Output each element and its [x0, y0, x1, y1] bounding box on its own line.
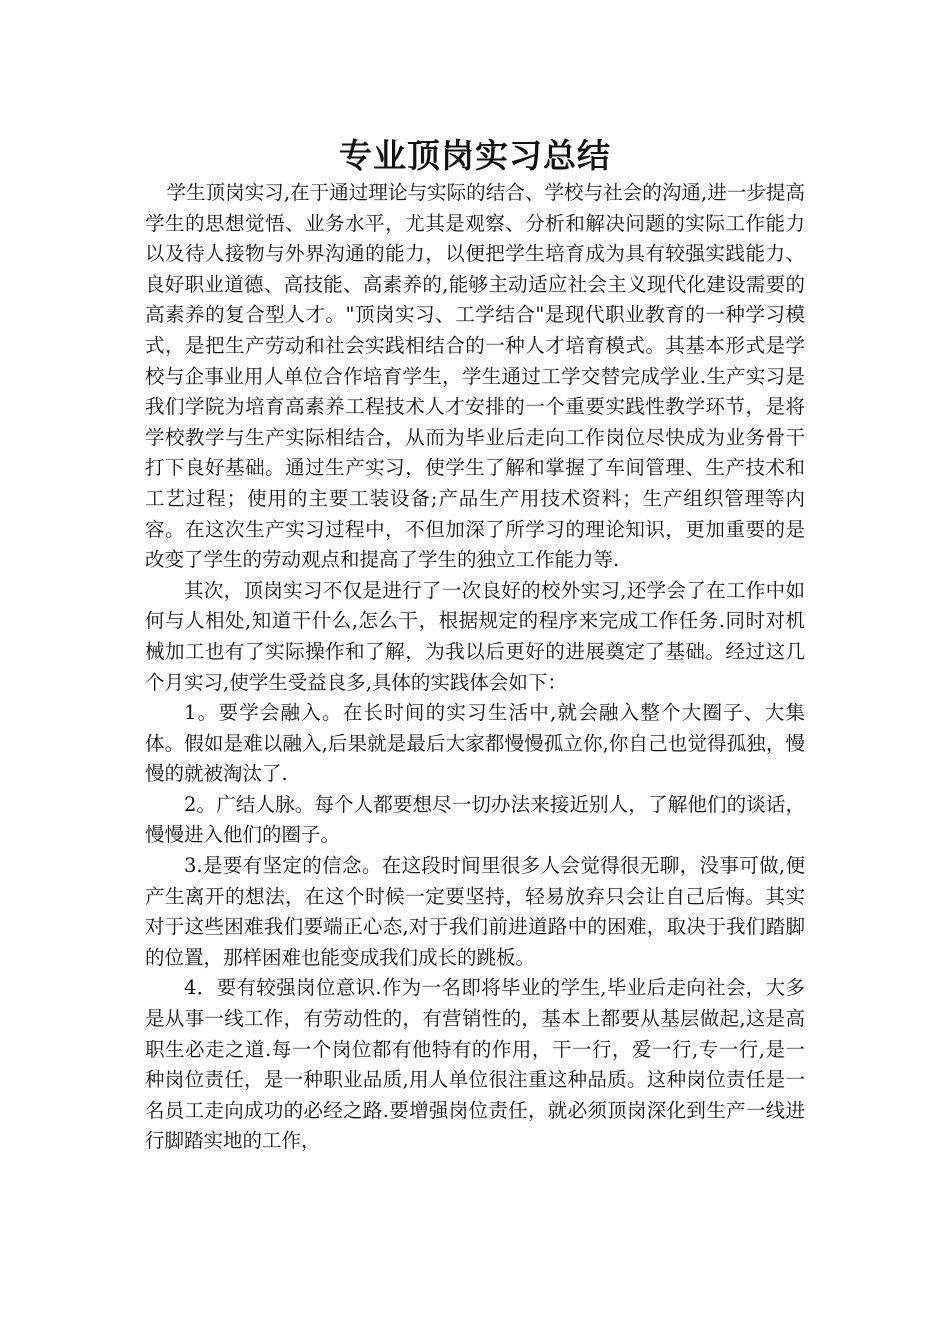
document-title: 专业顶岗实习总结 [339, 136, 611, 175]
paragraph-point-4: 4．要有较强岗位意识.作为一名即将毕业的学生,毕业后走向社会，大多是从事一线工作，有劳动性的，有营销性的，基本上都要从基层做起,这是高职生必走之道.每一个岗位都有他特有的作用，干一行，爱一行,专一行,是一种岗位责任，是一种职业品质,用人单位很注重这种品质。这种岗位责任是一名员工走向成功的必经之路.要增强岗位责任，就必须顶岗深化到生产一线进行脚踏实地的工作， [145, 976, 805, 1153]
document-body [145, 178, 805, 1157]
paragraph-point-2: 2。广结人脉。每个人都要想尽一切办法来接近别人，了解他们的谈话，慢慢进入他们的圈子。 [145, 792, 805, 847]
paragraph-intro: 学生顶岗实习,在于通过理论与实际的结合、学校与社会的沟通,进一步提高学生的思想觉悟、业务水平，尤其是观察、分析和解决问题的实际工作能力以及待人接物与外界沟通的能力，以便把学生培育成为具有较强实践能力、良好职业道德、高技能、高素养的,能够主动适应社会主义现代化建设需要的高素养的复合型人才。"顶岗实习、工学结合"是现代职业教育的一种学习模式，是把生产劳动和社会实践相结合的一种人才培育模式。其基本形式是学校与企事业用人单位合作培育学生，学生通过工学交替完成学业.生产实习是我们学院为培育高素养工程技术人才安排的一个重要实践性教学环节，是将学校教学与生产实际相结合，从而为毕业后走向工作岗位尽快成为业务骨干打下良好基础。通过生产实习，使学生了解和掌握了车间管理、生产技术和工艺过程；使用的主要工装设备;产品生产用技术资料；生产组织管理等内容。在这次生产实习过程中，不但加深了所学习的理论知识，更加重要的是改变了学生的劳动观点和提高了学生的独立工作能力等. [145, 181, 805, 572]
paragraph-secondly: 其次，顶岗实习不仅是进行了一次良好的校外实习,还学会了在工作中如何与人相处,知道干什么,怎么干，根据规定的程序来完成工作任务.同时对机械加工也有了实际操作和了解，为我以后更好的进展奠定了基础。经过这几个月实习,使学生受益良多,具体的实践体会如下： [145, 578, 805, 694]
paragraph-point-3: 3.是要有坚定的信念。在这段时间里很多人会觉得很无聊，没事可做,便产生离开的想法，在这个时候一定要坚持，轻易放弃只会让自己后悔。其实对于这些困难我们要端正心态,对于我们前进道路中的困难，取决于我们踏脚的位置，那样困难也能变成我们成长的跳板。 [145, 854, 805, 969]
paragraph-point-1: 1。要学会融入。在长时间的实习生活中,就会融入整个大圈子、大集体。假如是难以融入,后果就是最后大家都慢慢孤立你,你自己也觉得孤独，慢慢的就被淘汰了. [145, 701, 805, 786]
